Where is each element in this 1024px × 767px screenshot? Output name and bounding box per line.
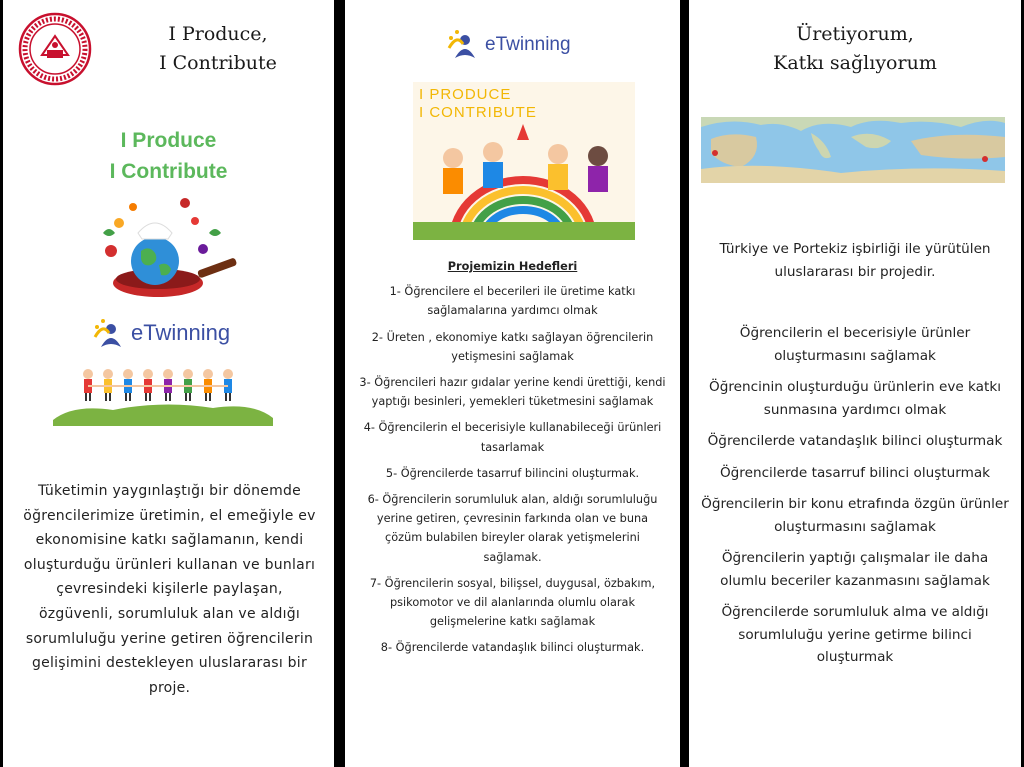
title-line: I Produce, bbox=[168, 23, 268, 45]
globe-pan-illustration bbox=[93, 193, 243, 313]
goal-item: 7- Öğrencilerin sosyal, bilişsel, duygusal, özbakım, psikomotor ve dil alanlarında olumlu olarak gelişmelerine katkı sağlamak bbox=[369, 576, 656, 629]
etwinning-label: eTwinning bbox=[131, 320, 231, 345]
objective-item: Öğrencilerde sorumluluk alma ve aldığı sorumluluğu yerine getirme bilinci oluşturmak bbox=[721, 604, 989, 665]
poster-title-line: I CONTRIBUTE bbox=[419, 104, 537, 121]
green-title-line: I Produce bbox=[120, 129, 217, 152]
objective-item: Öğrencilerde vatandaşlık bilinci oluşturmak bbox=[707, 433, 1003, 449]
goal-item: 1- Öğrencilere el becerileri ile üretime katkı sağlamalarına yardımcı olmak bbox=[389, 285, 636, 318]
goals-section bbox=[359, 257, 666, 665]
goal-item: 6- Öğrencilerin sorumluluk alan, aldığı sorumluluğu yerine getiren, çevresinin farkında olan ve buna çözüm bulabilen bireyler olarak yetişmelerini sağlamak. bbox=[367, 493, 658, 564]
objective-item: Öğrencinin oluşturduğu ürünlerin eve katkı sunmasına yardımcı olmak bbox=[709, 379, 1001, 418]
project-poster bbox=[413, 82, 635, 240]
project-description: Tüketimin yaygınlaştığı bir dönemde öğrencilerimize üretimin, el emeğiyle ev ekonomisine katkı sağlamanın, kendi oluşturduğu ürünleri kullanan ve bunları çevresindeki kişilerle paylaşan, özgüvenli, sorumluluk alan ve aldığı sorumluluğu yerine getiren öğrencilerin gelişimini destekleyen uluslararası bir proje. bbox=[23, 483, 316, 696]
etwinning-label: eTwinning bbox=[485, 34, 571, 55]
poster-title-line: I PRODUCE bbox=[419, 86, 512, 103]
title-line: Üretiyorum, bbox=[796, 23, 914, 45]
objective-item: Öğrencilerde tasarruf bilinci oluşturmak bbox=[719, 464, 991, 481]
objective-item: Öğrencilerin bir konu etrafında özgün ürünler oluşturmasını sağlamak bbox=[701, 496, 1009, 535]
objective-item: Öğrencilerin yaptığı çalışmalar ile daha olumlu beceriler kazanmasını sağlamak bbox=[720, 550, 990, 589]
green-title bbox=[3, 125, 334, 187]
goal-item: 5- Öğrencilerde tasarruf bilincini oluşturmak. bbox=[385, 466, 640, 480]
green-title-line: I Contribute bbox=[109, 160, 228, 183]
title-line: I Contribute bbox=[159, 52, 277, 74]
children-grass-illustration bbox=[53, 360, 273, 426]
panel1-title bbox=[103, 20, 333, 78]
objective-item: Öğrencilerin el becerisiyle ürünler oluşturmasını sağlamak bbox=[739, 325, 971, 364]
title-line: Katkı sağlıyorum bbox=[773, 52, 937, 74]
goal-item: 3- Öğrencileri hazır gıdalar yerine kendi ürettiği, kendi yaptığı besinleri, yemekleri tüketmesini sağlamak bbox=[359, 376, 666, 409]
panel-right bbox=[689, 0, 1021, 767]
goal-item: 4- Öğrencilerin el becerisiyle kullanabileceği ürünleri tasarlamak bbox=[363, 421, 662, 454]
europe-map-image bbox=[701, 117, 1005, 183]
etwinning-logo-icon bbox=[445, 28, 485, 68]
goal-item: 2- Üreten , ekonomiye katkı sağlayan öğrencilerin yetişmesini sağlamak bbox=[371, 330, 654, 363]
etwinning-logo-icon bbox=[91, 317, 131, 357]
goals-heading: Projemizin Hedefleri bbox=[447, 260, 578, 273]
panel3-title bbox=[689, 20, 1021, 78]
ministry-seal-icon bbox=[18, 12, 92, 86]
panel-middle bbox=[345, 0, 680, 767]
panel-left bbox=[3, 0, 334, 767]
goal-item: 8- Öğrencilerde vatandaşlık bilinci oluşturmak. bbox=[380, 641, 645, 655]
children-rainbow-illustration bbox=[413, 122, 635, 240]
intro-text: Türkiye ve Portekiz işbirliği ile yürütülen uluslararası bir projedir. bbox=[719, 241, 991, 280]
objectives-list bbox=[699, 322, 1011, 678]
